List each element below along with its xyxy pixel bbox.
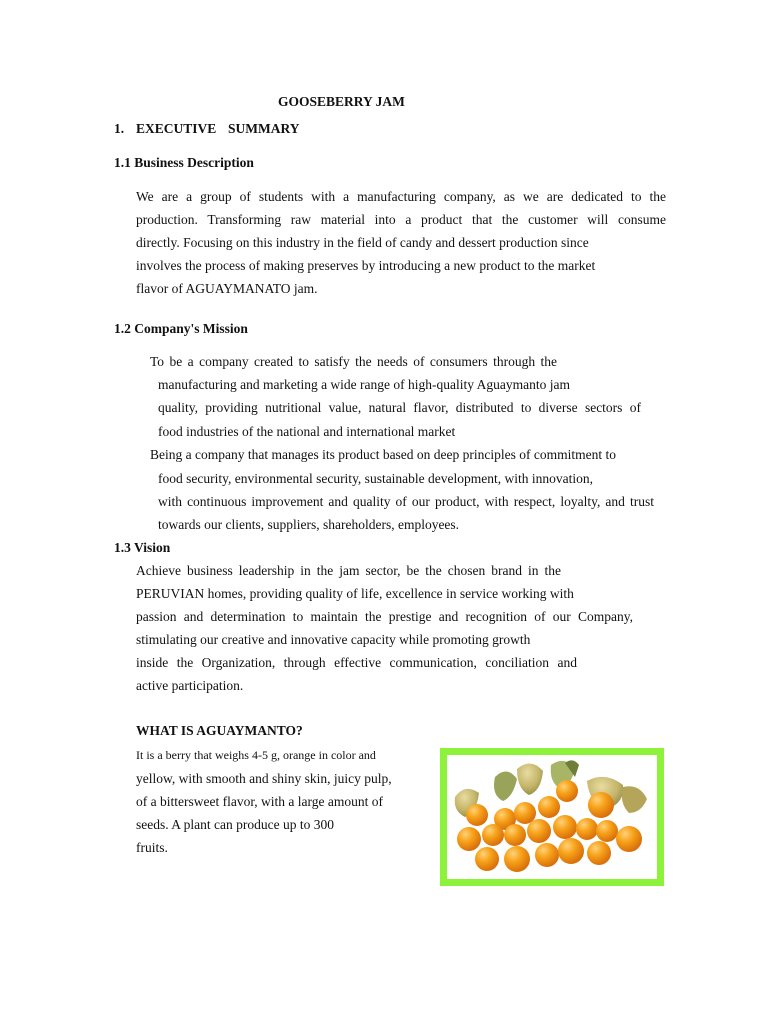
vision-line: active participation. xyxy=(136,678,244,693)
aguaymanto-line: fruits. xyxy=(136,840,168,855)
business-description-line: directly. Focusing on this industry in the field of candy and dessert production since xyxy=(136,235,589,250)
aguaymanto-photo-frame xyxy=(440,748,664,886)
mission-bullet1-line: quality, providing nutritional value, natural flavor, distributed to diverse sectors of xyxy=(158,400,641,415)
aguaymanto-berries-image xyxy=(447,755,657,879)
vision-line: PERUVIAN homes, providing quality of life, excellence in service working with xyxy=(136,586,574,601)
business-description-line: flavor of AGUAYMANATO jam. xyxy=(136,281,318,296)
mission-bullet2-line: towards our clients, suppliers, shareholders, employees. xyxy=(158,517,460,532)
vision-line: passion and determination to maintain the prestige and recognition of our Company, xyxy=(136,609,633,624)
mission-bullet1-line: food industries of the national and international market xyxy=(158,424,456,439)
mission-bullet2-line: with continuous improvement and quality of our product, with respect, loyalty, and trust xyxy=(158,494,654,509)
section-heading-word2: SUMMARY xyxy=(228,121,300,136)
section-heading-word1: EXECUTIVE xyxy=(136,121,217,136)
mission-bullet2-line: Being a company that manages its product based on deep principles of commitment to xyxy=(150,447,617,462)
aguaymanto-line: yellow, with smooth and shiny skin, juicy pulp, xyxy=(136,771,392,786)
aguaymanto-line: It is a berry that weighs 4-5 g, orange in color and xyxy=(136,748,376,762)
mission-bullet1-line: manufacturing and marketing a wide range of high-quality Aguaymanto jam xyxy=(158,377,571,392)
mission-heading: 1.2 Company's Mission xyxy=(114,321,248,336)
document-title: GOOSEBERRY JAM xyxy=(278,94,405,109)
mission-bullet1-line: To be a company created to satisfy the needs of consumers through the xyxy=(150,354,557,369)
section-number: 1. xyxy=(114,121,125,136)
aguaymanto-line: of a bittersweet flavor, with a large amount of xyxy=(136,794,384,809)
mission-bullet2-line: food security, environmental security, sustainable development, with innovation, xyxy=(158,471,594,486)
business-description-line: We are a group of students with a manufacturing company, as we are dedicated to the xyxy=(136,189,666,204)
aguaymanto-heading: WHAT IS AGUAYMANTO? xyxy=(136,723,303,738)
vision-line: Achieve business leadership in the jam sector, be the chosen brand in the xyxy=(136,563,561,578)
aguaymanto-line: seeds. A plant can produce up to 300 xyxy=(136,817,334,832)
vision-line: inside the Organization, through effective communication, conciliation and xyxy=(136,655,577,670)
business-description-line: involves the process of making preserves by introducing a new product to the market xyxy=(136,258,596,273)
business-description-line: production. Transforming raw material into a product that the customer will consume xyxy=(136,212,666,227)
vision-heading: 1.3 Vision xyxy=(114,540,171,555)
vision-line: stimulating our creative and innovative capacity while promoting growth xyxy=(136,632,531,647)
business-description-heading: 1.1 Business Description xyxy=(114,155,254,170)
